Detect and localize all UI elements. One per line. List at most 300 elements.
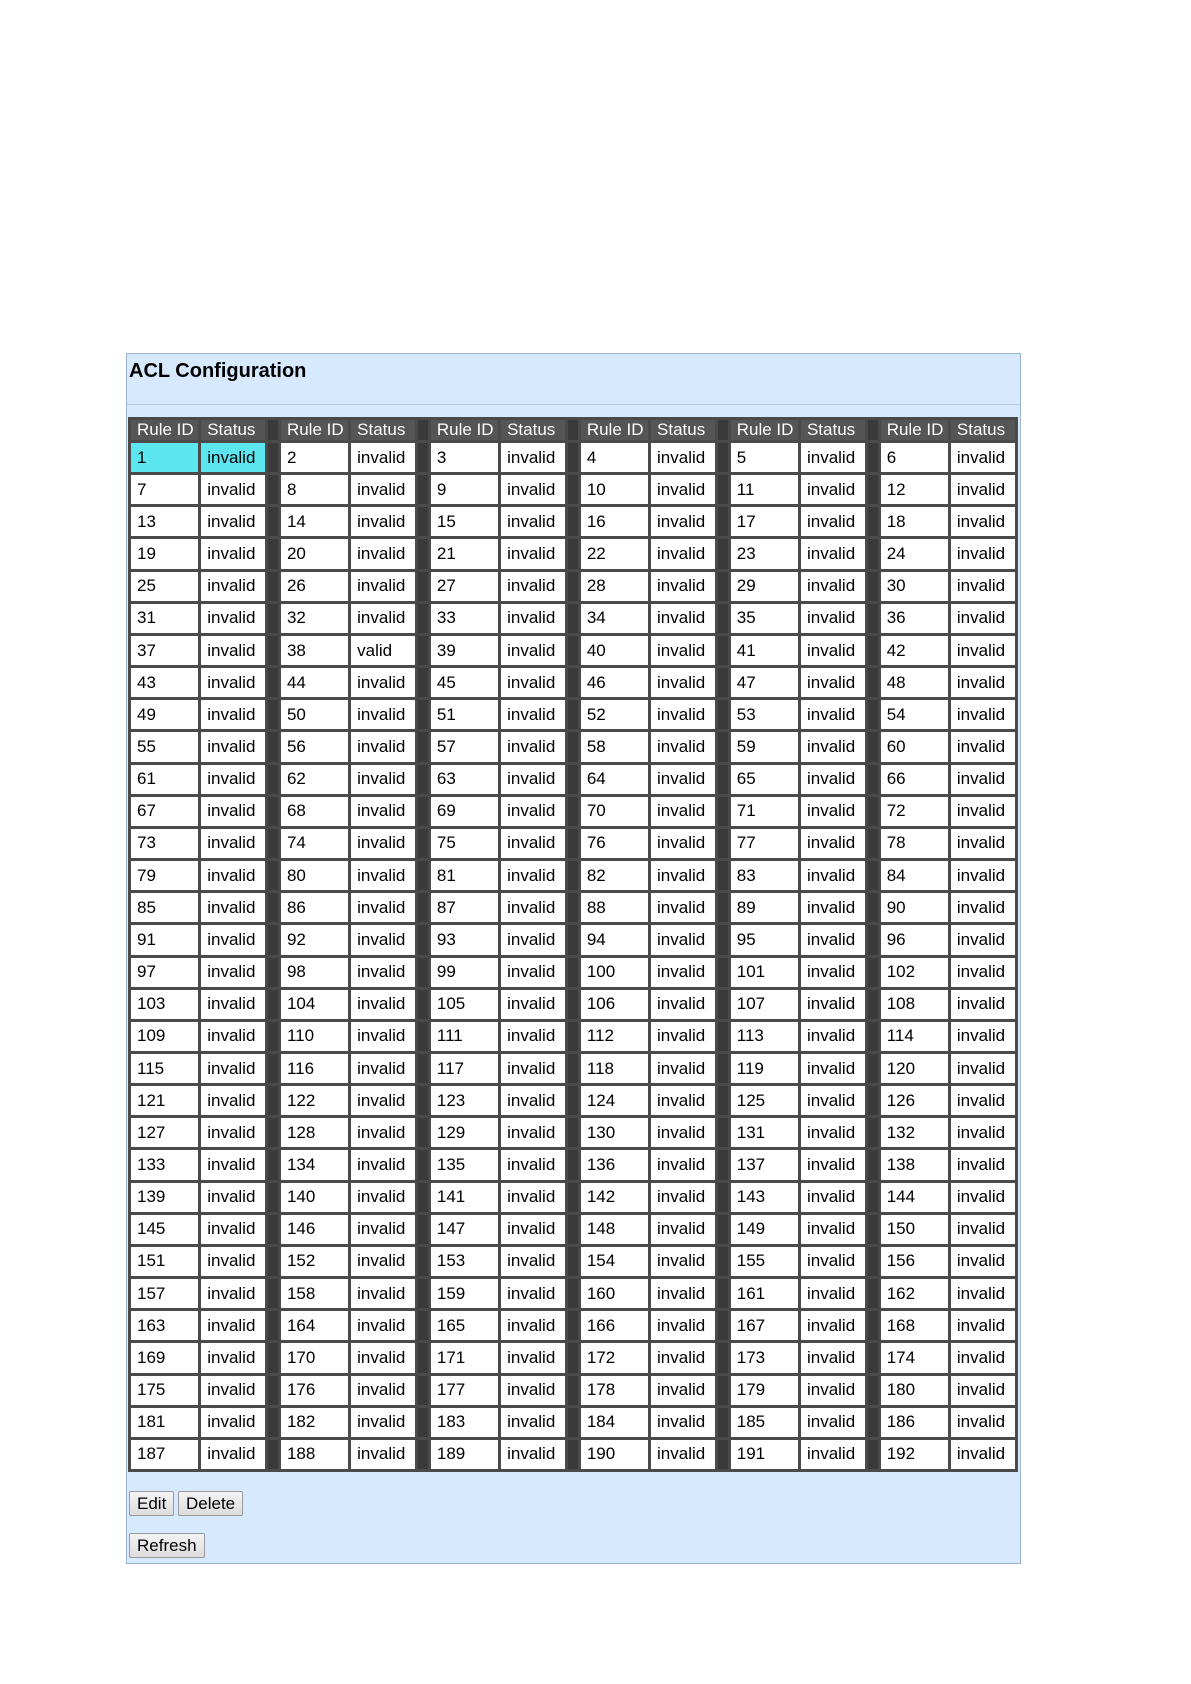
rule-status-cell[interactable]: invalid: [501, 1408, 565, 1437]
rule-status-cell[interactable]: invalid: [951, 475, 1015, 504]
rule-status-cell[interactable]: invalid: [351, 861, 415, 890]
rule-id-cell[interactable]: 88: [581, 893, 648, 922]
rule-status-cell[interactable]: invalid: [651, 1279, 715, 1308]
rule-status-cell[interactable]: invalid: [351, 539, 415, 568]
rule-id-cell[interactable]: 168: [881, 1311, 948, 1340]
rule-id-cell[interactable]: 55: [131, 732, 198, 761]
rule-id-cell[interactable]: 34: [581, 604, 648, 633]
rule-id-cell[interactable]: 106: [581, 990, 648, 1019]
rule-id-cell[interactable]: 39: [431, 636, 498, 665]
rule-id-cell[interactable]: 83: [731, 861, 798, 890]
rule-status-cell[interactable]: invalid: [951, 1215, 1015, 1244]
rule-id-cell[interactable]: 48: [881, 668, 948, 697]
rule-id-cell[interactable]: 125: [731, 1086, 798, 1115]
rule-status-cell[interactable]: invalid: [951, 636, 1015, 665]
rule-status-cell[interactable]: invalid: [951, 1183, 1015, 1212]
rule-id-cell[interactable]: 122: [281, 1086, 348, 1115]
rule-id-cell[interactable]: 65: [731, 765, 798, 794]
rule-status-cell[interactable]: invalid: [201, 990, 265, 1019]
rule-status-cell[interactable]: invalid: [951, 765, 1015, 794]
rule-id-cell[interactable]: 57: [431, 732, 498, 761]
rule-id-cell[interactable]: 5: [731, 443, 798, 472]
rule-status-cell[interactable]: invalid: [951, 1311, 1015, 1340]
rule-status-cell[interactable]: invalid: [951, 732, 1015, 761]
rule-status-cell[interactable]: invalid: [351, 958, 415, 987]
rule-status-cell[interactable]: invalid: [501, 958, 565, 987]
rule-status-cell[interactable]: invalid: [201, 925, 265, 954]
rule-id-cell[interactable]: 136: [581, 1150, 648, 1179]
rule-status-cell[interactable]: invalid: [501, 1343, 565, 1372]
rule-status-cell[interactable]: invalid: [201, 1054, 265, 1083]
rule-id-cell[interactable]: 146: [281, 1215, 348, 1244]
rule-status-cell[interactable]: invalid: [651, 668, 715, 697]
rule-id-cell[interactable]: 52: [581, 700, 648, 729]
rule-id-cell[interactable]: 181: [131, 1408, 198, 1437]
rule-status-cell[interactable]: invalid: [201, 700, 265, 729]
rule-status-cell[interactable]: invalid: [801, 1343, 865, 1372]
rule-status-cell[interactable]: invalid: [801, 765, 865, 794]
rule-status-cell[interactable]: invalid: [351, 1343, 415, 1372]
rule-status-cell[interactable]: invalid: [501, 539, 565, 568]
rule-status-cell[interactable]: invalid: [801, 990, 865, 1019]
rule-id-cell[interactable]: 81: [431, 861, 498, 890]
rule-status-cell[interactable]: invalid: [801, 1311, 865, 1340]
rule-id-cell[interactable]: 92: [281, 925, 348, 954]
rule-status-cell[interactable]: invalid: [651, 958, 715, 987]
rule-id-cell[interactable]: 14: [281, 507, 348, 536]
rule-status-cell[interactable]: invalid: [351, 1215, 415, 1244]
rule-id-cell[interactable]: 3: [431, 443, 498, 472]
rule-id-cell[interactable]: 19: [131, 539, 198, 568]
rule-id-cell[interactable]: 29: [731, 572, 798, 601]
rule-id-cell[interactable]: 123: [431, 1086, 498, 1115]
rule-status-cell[interactable]: invalid: [501, 475, 565, 504]
rule-status-cell[interactable]: invalid: [201, 1247, 265, 1276]
rule-status-cell[interactable]: invalid: [801, 1440, 865, 1469]
rule-status-cell[interactable]: invalid: [951, 1343, 1015, 1372]
rule-status-cell[interactable]: invalid: [201, 1343, 265, 1372]
rule-id-cell[interactable]: 45: [431, 668, 498, 697]
rule-id-cell[interactable]: 72: [881, 797, 948, 826]
rule-status-cell[interactable]: invalid: [201, 893, 265, 922]
rule-status-cell[interactable]: invalid: [801, 1118, 865, 1147]
rule-id-cell[interactable]: 151: [131, 1247, 198, 1276]
rule-id-cell[interactable]: 18: [881, 507, 948, 536]
rule-id-cell[interactable]: 129: [431, 1118, 498, 1147]
rule-id-cell[interactable]: 46: [581, 668, 648, 697]
rule-id-cell[interactable]: 37: [131, 636, 198, 665]
rule-status-cell[interactable]: invalid: [351, 1440, 415, 1469]
rule-status-cell[interactable]: invalid: [501, 1054, 565, 1083]
refresh-button[interactable]: Refresh: [129, 1533, 205, 1558]
rule-id-cell[interactable]: 82: [581, 861, 648, 890]
rule-status-cell[interactable]: invalid: [201, 1408, 265, 1437]
rule-status-cell[interactable]: invalid: [651, 797, 715, 826]
rule-status-cell[interactable]: invalid: [201, 1440, 265, 1469]
rule-id-cell[interactable]: 187: [131, 1440, 198, 1469]
rule-status-cell[interactable]: invalid: [801, 636, 865, 665]
rule-id-cell[interactable]: 102: [881, 958, 948, 987]
rule-status-cell[interactable]: invalid: [351, 1086, 415, 1115]
rule-id-cell[interactable]: 64: [581, 765, 648, 794]
rule-id-cell[interactable]: 28: [581, 572, 648, 601]
rule-status-cell[interactable]: invalid: [201, 1215, 265, 1244]
rule-status-cell[interactable]: invalid: [201, 572, 265, 601]
rule-id-cell[interactable]: 99: [431, 958, 498, 987]
rule-status-cell[interactable]: invalid: [201, 1022, 265, 1051]
rule-id-cell[interactable]: 61: [131, 765, 198, 794]
rule-status-cell[interactable]: invalid: [201, 1118, 265, 1147]
rule-id-cell[interactable]: 36: [881, 604, 948, 633]
rule-id-cell[interactable]: 26: [281, 572, 348, 601]
rule-status-cell[interactable]: invalid: [801, 958, 865, 987]
rule-id-cell[interactable]: 148: [581, 1215, 648, 1244]
rule-id-cell[interactable]: 59: [731, 732, 798, 761]
rule-id-cell[interactable]: 138: [881, 1150, 948, 1179]
rule-status-cell[interactable]: invalid: [801, 443, 865, 472]
rule-id-cell[interactable]: 24: [881, 539, 948, 568]
rule-status-cell[interactable]: invalid: [801, 1086, 865, 1115]
rule-id-cell[interactable]: 166: [581, 1311, 648, 1340]
rule-id-cell[interactable]: 41: [731, 636, 798, 665]
rule-status-cell[interactable]: invalid: [651, 507, 715, 536]
rule-id-cell[interactable]: 69: [431, 797, 498, 826]
rule-id-cell[interactable]: 144: [881, 1183, 948, 1212]
rule-status-cell[interactable]: invalid: [801, 572, 865, 601]
rule-id-cell[interactable]: 175: [131, 1376, 198, 1405]
rule-status-cell[interactable]: invalid: [501, 1440, 565, 1469]
rule-id-cell[interactable]: 56: [281, 732, 348, 761]
rule-status-cell[interactable]: invalid: [951, 539, 1015, 568]
rule-status-cell[interactable]: invalid: [951, 1086, 1015, 1115]
rule-status-cell[interactable]: invalid: [801, 829, 865, 858]
rule-id-cell[interactable]: 73: [131, 829, 198, 858]
rule-status-cell[interactable]: invalid: [351, 829, 415, 858]
rule-status-cell[interactable]: invalid: [651, 1247, 715, 1276]
rule-id-cell[interactable]: 133: [131, 1150, 198, 1179]
rule-id-cell[interactable]: 38: [281, 636, 348, 665]
rule-id-cell[interactable]: 135: [431, 1150, 498, 1179]
rule-id-cell[interactable]: 117: [431, 1054, 498, 1083]
rule-id-cell[interactable]: 160: [581, 1279, 648, 1308]
rule-status-cell[interactable]: invalid: [351, 1408, 415, 1437]
rule-id-cell[interactable]: 139: [131, 1183, 198, 1212]
rule-status-cell[interactable]: invalid: [351, 1376, 415, 1405]
delete-button[interactable]: Delete: [178, 1491, 243, 1516]
rule-status-cell[interactable]: invalid: [651, 829, 715, 858]
rule-status-cell[interactable]: invalid: [951, 443, 1015, 472]
rule-status-cell[interactable]: invalid: [351, 1150, 415, 1179]
rule-id-cell[interactable]: 118: [581, 1054, 648, 1083]
rule-status-cell[interactable]: invalid: [651, 1118, 715, 1147]
rule-id-cell[interactable]: 17: [731, 507, 798, 536]
rule-id-cell[interactable]: 107: [731, 990, 798, 1019]
rule-status-cell[interactable]: invalid: [951, 893, 1015, 922]
rule-status-cell[interactable]: invalid: [951, 1247, 1015, 1276]
rule-status-cell[interactable]: invalid: [651, 1054, 715, 1083]
rule-id-cell[interactable]: 116: [281, 1054, 348, 1083]
rule-status-cell[interactable]: invalid: [351, 990, 415, 1019]
rule-id-cell[interactable]: 109: [131, 1022, 198, 1051]
rule-id-cell[interactable]: 95: [731, 925, 798, 954]
rule-id-cell[interactable]: 174: [881, 1343, 948, 1372]
rule-id-cell[interactable]: 51: [431, 700, 498, 729]
rule-status-cell[interactable]: invalid: [951, 861, 1015, 890]
rule-status-cell[interactable]: invalid: [201, 507, 265, 536]
rule-id-cell[interactable]: 156: [881, 1247, 948, 1276]
rule-status-cell[interactable]: invalid: [351, 893, 415, 922]
rule-status-cell[interactable]: invalid: [801, 1279, 865, 1308]
rule-status-cell[interactable]: invalid: [201, 475, 265, 504]
rule-status-cell[interactable]: invalid: [651, 1086, 715, 1115]
rule-id-cell[interactable]: 124: [581, 1086, 648, 1115]
rule-status-cell[interactable]: invalid: [801, 604, 865, 633]
rule-status-cell[interactable]: invalid: [651, 861, 715, 890]
rule-id-cell[interactable]: 67: [131, 797, 198, 826]
rule-id-cell[interactable]: 143: [731, 1183, 798, 1212]
rule-status-cell[interactable]: invalid: [951, 700, 1015, 729]
rule-id-cell[interactable]: 22: [581, 539, 648, 568]
rule-id-cell[interactable]: 25: [131, 572, 198, 601]
rule-id-cell[interactable]: 90: [881, 893, 948, 922]
rule-status-cell[interactable]: invalid: [801, 925, 865, 954]
rule-id-cell[interactable]: 171: [431, 1343, 498, 1372]
rule-status-cell[interactable]: invalid: [501, 572, 565, 601]
rule-status-cell[interactable]: invalid: [801, 861, 865, 890]
rule-status-cell[interactable]: invalid: [951, 1150, 1015, 1179]
rule-id-cell[interactable]: 105: [431, 990, 498, 1019]
rule-id-cell[interactable]: 177: [431, 1376, 498, 1405]
rule-id-cell[interactable]: 169: [131, 1343, 198, 1372]
rule-id-cell[interactable]: 84: [881, 861, 948, 890]
rule-status-cell[interactable]: invalid: [951, 1022, 1015, 1051]
rule-status-cell[interactable]: invalid: [651, 765, 715, 794]
rule-status-cell[interactable]: invalid: [201, 958, 265, 987]
rule-status-cell[interactable]: invalid: [801, 700, 865, 729]
edit-button[interactable]: Edit: [129, 1491, 174, 1516]
rule-id-cell[interactable]: 30: [881, 572, 948, 601]
rule-status-cell[interactable]: invalid: [951, 1408, 1015, 1437]
rule-status-cell[interactable]: invalid: [801, 507, 865, 536]
rule-id-cell[interactable]: 80: [281, 861, 348, 890]
rule-id-cell[interactable]: 74: [281, 829, 348, 858]
rule-status-cell[interactable]: invalid: [651, 443, 715, 472]
rule-status-cell[interactable]: invalid: [351, 1311, 415, 1340]
rule-id-cell[interactable]: 31: [131, 604, 198, 633]
rule-status-cell[interactable]: invalid: [351, 443, 415, 472]
rule-id-cell[interactable]: 141: [431, 1183, 498, 1212]
rule-status-cell[interactable]: invalid: [201, 1150, 265, 1179]
rule-status-cell[interactable]: invalid: [651, 539, 715, 568]
rule-status-cell[interactable]: invalid: [951, 668, 1015, 697]
rule-status-cell[interactable]: invalid: [801, 1022, 865, 1051]
rule-status-cell[interactable]: invalid: [801, 668, 865, 697]
rule-id-cell[interactable]: 62: [281, 765, 348, 794]
rule-status-cell[interactable]: invalid: [651, 1022, 715, 1051]
rule-id-cell[interactable]: 20: [281, 539, 348, 568]
rule-id-cell[interactable]: 157: [131, 1279, 198, 1308]
rule-status-cell[interactable]: invalid: [651, 893, 715, 922]
rule-id-cell[interactable]: 76: [581, 829, 648, 858]
rule-id-cell[interactable]: 54: [881, 700, 948, 729]
rule-id-cell[interactable]: 93: [431, 925, 498, 954]
rule-status-cell[interactable]: invalid: [201, 765, 265, 794]
rule-id-cell[interactable]: 126: [881, 1086, 948, 1115]
rule-status-cell[interactable]: invalid: [201, 443, 265, 472]
rule-status-cell[interactable]: invalid: [351, 925, 415, 954]
rule-id-cell[interactable]: 12: [881, 475, 948, 504]
rule-id-cell[interactable]: 97: [131, 958, 198, 987]
rule-id-cell[interactable]: 185: [731, 1408, 798, 1437]
rule-id-cell[interactable]: 53: [731, 700, 798, 729]
rule-id-cell[interactable]: 150: [881, 1215, 948, 1244]
rule-id-cell[interactable]: 89: [731, 893, 798, 922]
rule-status-cell[interactable]: invalid: [201, 1311, 265, 1340]
rule-id-cell[interactable]: 159: [431, 1279, 498, 1308]
rule-status-cell[interactable]: invalid: [801, 1054, 865, 1083]
rule-id-cell[interactable]: 87: [431, 893, 498, 922]
rule-status-cell[interactable]: invalid: [651, 1150, 715, 1179]
rule-status-cell[interactable]: invalid: [951, 1118, 1015, 1147]
rule-status-cell[interactable]: invalid: [351, 1247, 415, 1276]
rule-status-cell[interactable]: invalid: [501, 732, 565, 761]
rule-id-cell[interactable]: 8: [281, 475, 348, 504]
rule-id-cell[interactable]: 50: [281, 700, 348, 729]
rule-status-cell[interactable]: invalid: [201, 797, 265, 826]
rule-id-cell[interactable]: 100: [581, 958, 648, 987]
rule-id-cell[interactable]: 130: [581, 1118, 648, 1147]
rule-id-cell[interactable]: 134: [281, 1150, 348, 1179]
rule-id-cell[interactable]: 23: [731, 539, 798, 568]
rule-status-cell[interactable]: invalid: [351, 668, 415, 697]
rule-status-cell[interactable]: invalid: [351, 507, 415, 536]
rule-status-cell[interactable]: invalid: [501, 797, 565, 826]
rule-id-cell[interactable]: 96: [881, 925, 948, 954]
rule-id-cell[interactable]: 7: [131, 475, 198, 504]
rule-id-cell[interactable]: 153: [431, 1247, 498, 1276]
rule-status-cell[interactable]: invalid: [651, 1440, 715, 1469]
rule-id-cell[interactable]: 104: [281, 990, 348, 1019]
rule-status-cell[interactable]: invalid: [651, 732, 715, 761]
rule-status-cell[interactable]: invalid: [651, 1215, 715, 1244]
rule-id-cell[interactable]: 173: [731, 1343, 798, 1372]
rule-status-cell[interactable]: invalid: [801, 1215, 865, 1244]
rule-id-cell[interactable]: 180: [881, 1376, 948, 1405]
rule-status-cell[interactable]: invalid: [201, 732, 265, 761]
rule-id-cell[interactable]: 176: [281, 1376, 348, 1405]
rule-id-cell[interactable]: 170: [281, 1343, 348, 1372]
rule-id-cell[interactable]: 10: [581, 475, 648, 504]
rule-id-cell[interactable]: 186: [881, 1408, 948, 1437]
rule-id-cell[interactable]: 184: [581, 1408, 648, 1437]
rule-status-cell[interactable]: invalid: [651, 1311, 715, 1340]
rule-status-cell[interactable]: invalid: [951, 990, 1015, 1019]
rule-id-cell[interactable]: 115: [131, 1054, 198, 1083]
rule-status-cell[interactable]: invalid: [501, 765, 565, 794]
rule-id-cell[interactable]: 70: [581, 797, 648, 826]
rule-status-cell[interactable]: invalid: [651, 700, 715, 729]
rule-status-cell[interactable]: invalid: [801, 1247, 865, 1276]
rule-id-cell[interactable]: 178: [581, 1376, 648, 1405]
rule-id-cell[interactable]: 21: [431, 539, 498, 568]
rule-status-cell[interactable]: invalid: [351, 475, 415, 504]
rule-id-cell[interactable]: 161: [731, 1279, 798, 1308]
rule-status-cell[interactable]: invalid: [801, 539, 865, 568]
rule-status-cell[interactable]: invalid: [351, 572, 415, 601]
rule-status-cell[interactable]: invalid: [951, 1279, 1015, 1308]
rule-id-cell[interactable]: 15: [431, 507, 498, 536]
rule-id-cell[interactable]: 58: [581, 732, 648, 761]
rule-status-cell[interactable]: invalid: [501, 829, 565, 858]
rule-status-cell[interactable]: invalid: [501, 1022, 565, 1051]
rule-id-cell[interactable]: 40: [581, 636, 648, 665]
rule-id-cell[interactable]: 33: [431, 604, 498, 633]
rule-status-cell[interactable]: invalid: [501, 1118, 565, 1147]
rule-id-cell[interactable]: 16: [581, 507, 648, 536]
rule-id-cell[interactable]: 49: [131, 700, 198, 729]
rule-id-cell[interactable]: 66: [881, 765, 948, 794]
rule-status-cell[interactable]: invalid: [501, 507, 565, 536]
rule-status-cell[interactable]: invalid: [801, 1376, 865, 1405]
rule-status-cell[interactable]: invalid: [201, 1183, 265, 1212]
rule-status-cell[interactable]: invalid: [201, 861, 265, 890]
rule-status-cell[interactable]: invalid: [351, 1279, 415, 1308]
rule-id-cell[interactable]: 94: [581, 925, 648, 954]
rule-status-cell[interactable]: invalid: [201, 604, 265, 633]
rule-id-cell[interactable]: 172: [581, 1343, 648, 1372]
rule-id-cell[interactable]: 191: [731, 1440, 798, 1469]
rule-id-cell[interactable]: 162: [881, 1279, 948, 1308]
rule-status-cell[interactable]: invalid: [801, 475, 865, 504]
rule-id-cell[interactable]: 158: [281, 1279, 348, 1308]
rule-id-cell[interactable]: 127: [131, 1118, 198, 1147]
rule-status-cell[interactable]: valid: [351, 636, 415, 665]
rule-id-cell[interactable]: 152: [281, 1247, 348, 1276]
rule-status-cell[interactable]: invalid: [201, 829, 265, 858]
rule-id-cell[interactable]: 98: [281, 958, 348, 987]
rule-status-cell[interactable]: invalid: [351, 1022, 415, 1051]
rule-status-cell[interactable]: invalid: [351, 1118, 415, 1147]
rule-status-cell[interactable]: invalid: [951, 572, 1015, 601]
rule-status-cell[interactable]: invalid: [501, 861, 565, 890]
rule-status-cell[interactable]: invalid: [801, 1183, 865, 1212]
rule-id-cell[interactable]: 13: [131, 507, 198, 536]
rule-id-cell[interactable]: 165: [431, 1311, 498, 1340]
rule-status-cell[interactable]: invalid: [501, 1247, 565, 1276]
rule-id-cell[interactable]: 167: [731, 1311, 798, 1340]
rule-status-cell[interactable]: invalid: [201, 1279, 265, 1308]
rule-id-cell[interactable]: 103: [131, 990, 198, 1019]
rule-id-cell[interactable]: 63: [431, 765, 498, 794]
rule-status-cell[interactable]: invalid: [501, 1150, 565, 1179]
rule-id-cell[interactable]: 71: [731, 797, 798, 826]
rule-id-cell[interactable]: 110: [281, 1022, 348, 1051]
rule-status-cell[interactable]: invalid: [951, 604, 1015, 633]
rule-id-cell[interactable]: 2: [281, 443, 348, 472]
rule-id-cell[interactable]: 113: [731, 1022, 798, 1051]
rule-id-cell[interactable]: 68: [281, 797, 348, 826]
rule-id-cell[interactable]: 112: [581, 1022, 648, 1051]
rule-status-cell[interactable]: invalid: [351, 797, 415, 826]
rule-id-cell[interactable]: 32: [281, 604, 348, 633]
rule-status-cell[interactable]: invalid: [201, 1086, 265, 1115]
rule-id-cell[interactable]: 86: [281, 893, 348, 922]
rule-id-cell[interactable]: 142: [581, 1183, 648, 1212]
rule-status-cell[interactable]: invalid: [501, 636, 565, 665]
rule-status-cell[interactable]: invalid: [501, 1279, 565, 1308]
rule-id-cell[interactable]: 183: [431, 1408, 498, 1437]
rule-id-cell[interactable]: 42: [881, 636, 948, 665]
